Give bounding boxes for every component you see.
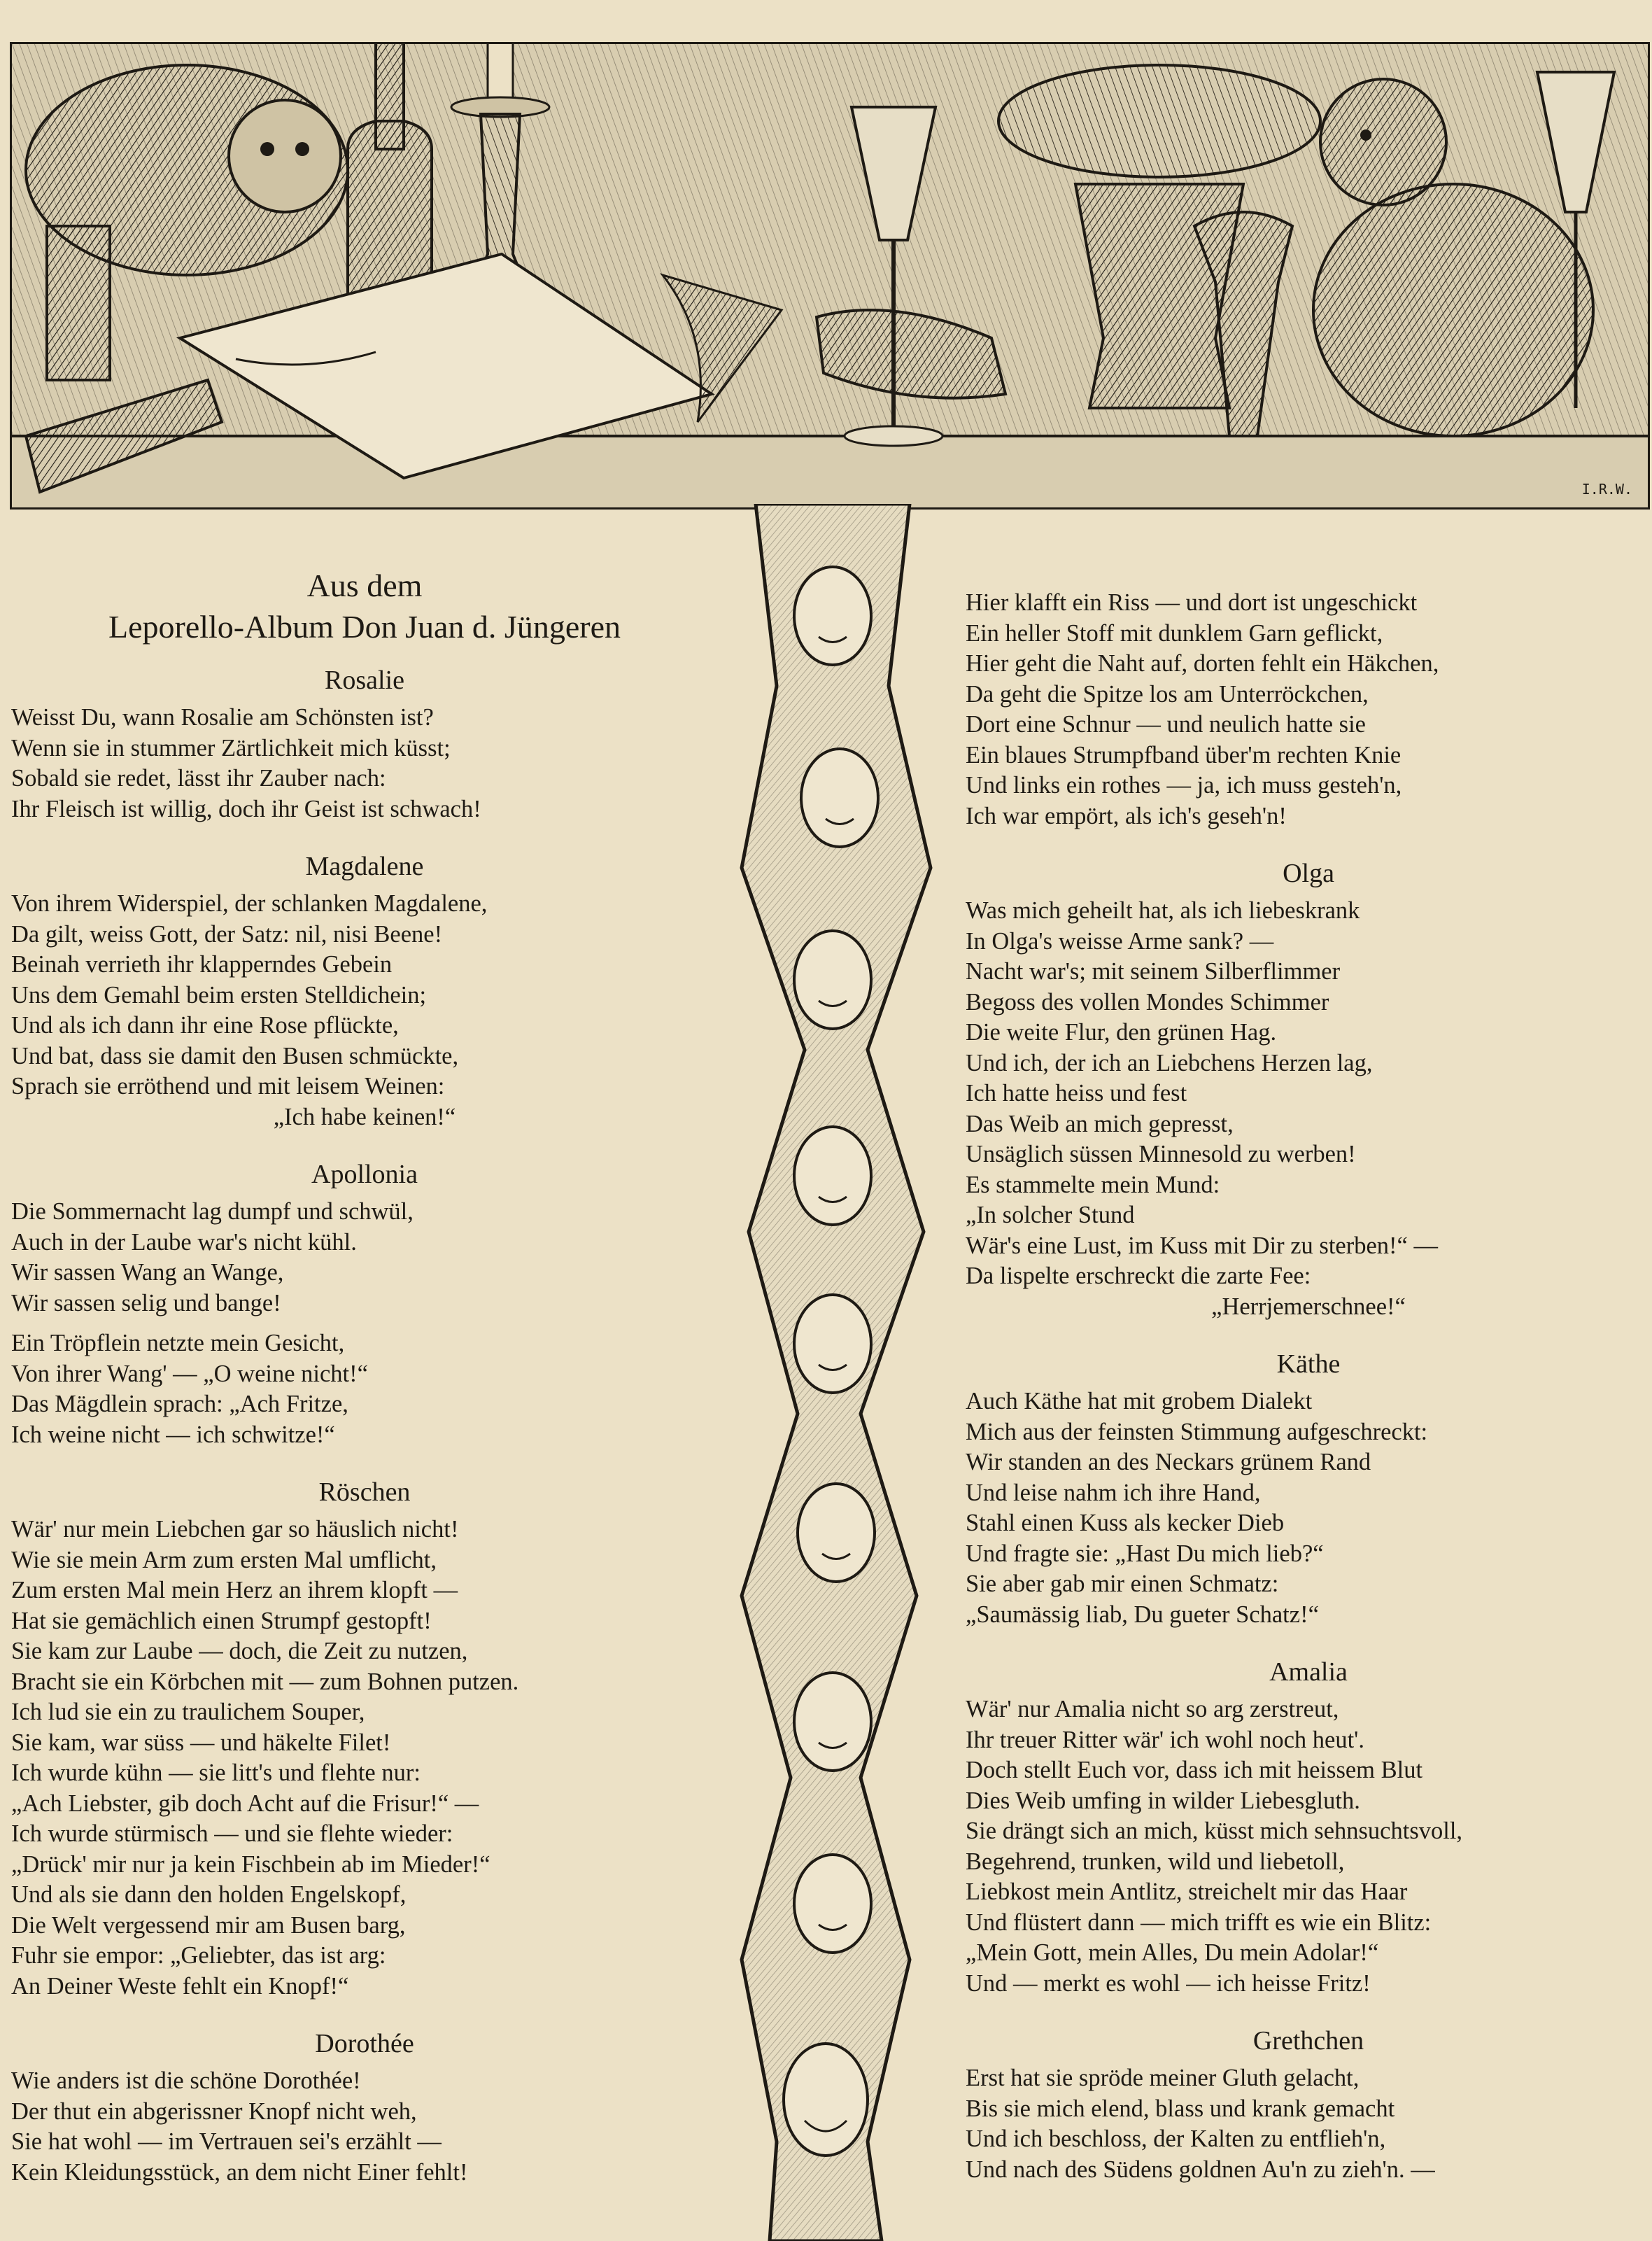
poem-line: „Mein Gott, mein Alles, Du mein Adolar!“ [966,1939,1379,1966]
poem-line: „Drück' mir nur ja kein Fischbein ab im Mieder!“ [11,1850,490,1878]
poem-heading: Röschen [318,1477,411,1507]
poem-heading: Käthe [1276,1349,1341,1379]
poem-heading: Apollonia [311,1160,418,1189]
poem-line: Und flüstert dann — mich trifft es wie ein Blitz: [966,1909,1432,1936]
poem-heading: Dorothée [315,2029,414,2058]
title-line-1: Aus dem [306,568,423,603]
right-column [966,588,1651,2209]
poem-line: Und — merkt es wohl — ich heisse Fritz! [966,1969,1371,1997]
poem-line: Ein blaues Strumpfband über'm rechten Knie [966,741,1402,768]
poem-line: Hat sie gemächlich einen Strumpf gestopft! [11,1607,432,1634]
poem-line: „Herrjemerschnee!“ [1211,1293,1406,1320]
poem-line: Hier klafft ein Riss — und dort ist ungeschickt [966,589,1418,616]
poem-line: Und ich beschloss, der Kalten zu entflieh'n, [966,2126,1386,2152]
poem-line: Mich aus der feinsten Stimmung aufgeschreckt: [966,1418,1428,1445]
poem-line: Die weite Flur, den grünen Hag. [966,1019,1277,1046]
poem-line: Sie drängt sich an mich, küsst mich sehnsuchtsvoll, [966,1818,1463,1844]
poem-roschen [11,1474,718,2002]
poem-line: Und als sie dann den holden Engelskopf, [11,1881,407,1908]
poem-line: Bis sie mich elend, blass und krank gemacht [966,2095,1395,2122]
artist-signature: I.R.W. [1581,481,1632,498]
poem-line: Sie hat wohl — im Vertrauen sei's erzählt — [11,2128,442,2155]
poem-line: Wär' nur Amalia nicht so arg zerstreut, [966,1696,1339,1722]
poem-line: Ein Tröpflein netzte mein Gesicht, [11,1330,345,1356]
poem-line: Sie aber gab mir einen Schmatz: [966,1571,1279,1597]
poem-line: Sprach sie erröthend und mit leisem Weinen: [11,1073,445,1100]
poem-amalia [966,1654,1651,1999]
poem-line: Wie anders ist die schöne Dorothée! [11,2067,361,2094]
poem-line: Kein Kleidungsstück, an dem nicht Einer fehlt! [11,2158,468,2186]
poem-line: Ein heller Stoff mit dunklem Garn geflickt, [966,619,1383,647]
still-life-illustration [10,42,1650,510]
poem-heading: Grethchen [1252,2026,1364,2056]
poem-grethchen [966,2023,1651,2185]
poem-apollonia [11,1156,718,1450]
poem-line: Und links ein rothes — ja, ich muss gesteh'n, [966,772,1402,799]
poem-line: Weisst Du, wann Rosalie am Schönsten ist? [11,704,434,731]
poem-line: Wir standen an des Neckars grünem Rand [966,1449,1371,1475]
poem-line: Zum ersten Mal mein Herz an ihrem klopft — [11,1577,458,1603]
poem-line: Begoss des vollen Mondes Schimmer [966,988,1329,1016]
poem-line: Von ihrem Widerspiel, der schlanken Magdalene, [11,890,488,917]
poem-line: Nacht war's; mit seinem Silberflimmer [966,958,1341,985]
poem-line: Das Weib an mich gepresst, [966,1110,1234,1137]
poem-line: Stahl einen Kuss als kecker Dieb [966,1510,1285,1536]
poem-line: „In solcher Stund [966,1202,1135,1228]
poem-line: Hier geht die Naht auf, dorten fehlt ein Häkchen, [966,650,1439,677]
poem-olga [966,855,1651,1322]
poem-line: Sie kam zur Laube — doch, die Zeit zu nutzen, [11,1638,468,1664]
poem-line: Ich lud sie ein zu traulichem Souper, [11,1699,365,1725]
poem-line: An Deiner Weste fehlt ein Knopf!“ [11,1972,349,2000]
poem-line: Es stammelte mein Mund: [966,1171,1220,1198]
poem-line: Von ihrer Wang' — „O weine nicht!“ [11,1360,368,1387]
poem-line: Wir sassen Wang an Wange, [11,1259,284,1286]
poem-continuation [966,588,1651,831]
leporello-strip [728,504,938,2241]
right-poems [966,855,1651,2185]
poem-line: Auch in der Laube war's nicht kühl. [11,1228,357,1256]
poem-line: Wär' nur mein Liebchen gar so häuslich nicht! [11,1516,459,1543]
poem-line: Erst hat sie spröde meiner Gluth gelacht, [966,2065,1360,2091]
poem-line: „Saumässig liab, Du gueter Schatz!“ [966,1601,1319,1628]
poem-line: Das Mägdlein sprach: „Ach Fritze, [11,1391,348,1417]
poem-line: Und leise nahm ich ihre Hand, [966,1479,1261,1506]
title-line-2: Leporello-Album Don Juan d. Jüngeren [108,609,621,645]
poem-line: Beinah verrieth ihr klapperndes Gebein [11,951,393,978]
poem-magdalene [11,848,718,1132]
poem-rosalie [11,662,718,824]
poem-line: Wir sassen selig und bange! [11,1289,281,1316]
left-column [11,565,718,2212]
poem-line: Sie kam, war süss — und häkelte Filet! [11,1729,391,1756]
poem-line: „Ich habe keinen!“ [273,1103,456,1130]
poem-heading: Amalia [1269,1657,1348,1687]
poem-line: Auch Käthe hat mit grobem Dialekt [966,1388,1313,1414]
poem-line: Und ich, der ich an Liebchens Herzen lag, [966,1049,1373,1076]
poem-line: Und bat, dass sie damit den Busen schmückte, [11,1042,459,1069]
poem-line: Ihr Fleisch ist willig, doch ihr Geist ist schwach! [11,795,481,822]
poem-line: Dort eine Schnur — und neulich hatte sie [966,711,1366,738]
poem-line: Die Welt vergessend mir am Busen barg, [11,1911,406,1939]
poem-dorothee [11,2025,718,2188]
poem-line: Die Sommernacht lag dumpf und schwül, [11,1198,414,1225]
poem-line: Sobald sie redet, lässt ihr Zauber nach: [11,765,386,792]
poem-heading: Olga [1283,859,1334,888]
left-poems [11,662,718,2188]
poem-line: Wär's eine Lust, im Kuss mit Dir zu sterben!“ — [966,1232,1438,1259]
poem-line: Und als ich dann ihr eine Rose pflückte, [11,1012,399,1039]
poem-line: Und nach des Südens goldnen Au'n zu zieh'n. — [966,2156,1435,2183]
poem-line: Doch stellt Euch vor, dass ich mit heissem Blut [966,1757,1423,1783]
article-title [11,565,718,648]
poem-line: Ihr treuer Ritter wär' ich wohl noch heut'. [966,1726,1364,1753]
poem-heading: Magdalene [305,852,424,881]
poem-line: Der thut ein abgerissner Knopf nicht weh, [11,2098,417,2125]
poem-line: Wenn sie in stummer Zärtlichkeit mich küsst; [11,734,451,761]
poem-line: Begehrend, trunken, wild und liebetoll, [966,1848,1345,1875]
poem-line: Bracht sie ein Körbchen mit — zum Bohnen putzen. [11,1668,519,1695]
poem-line: Ich wurde stürmisch — und sie flehte wieder: [11,1820,453,1847]
stanza-gap [11,1319,718,1328]
poem-line: Liebkost mein Antlitz, streichelt mir das Haar [966,1878,1408,1905]
poem-line: Ich war empört, als ich's geseh'n! [966,802,1287,829]
poem-line: Ich hatte heiss und fest [966,1080,1187,1107]
poem-line: Fuhr sie empor: „Geliebter, das ist arg: [11,1942,386,1969]
poem-heading: Rosalie [325,666,404,695]
still-life-engraving [12,44,1648,507]
poem-line: Dies Weib umfing in wilder Liebesgluth. [966,1787,1360,1814]
poem-line: „Ach Liebster, gib doch Acht auf die Frisur!“ — [11,1790,479,1817]
poem-line: Da gilt, weiss Gott, der Satz: nil, nisi Beene! [11,920,443,948]
poem-line: Da lispelte erschreckt die zarte Fee: [966,1263,1311,1289]
poem-line: Wie sie mein Arm zum ersten Mal umflicht, [11,1546,437,1573]
poem-line: Was mich geheilt hat, als ich liebeskrank [966,897,1360,924]
leporello-strip-illustration [728,504,938,2241]
poem-line: Ich wurde kühn — sie litt's und flehte nur: [11,1759,421,1786]
poem-line: Unsäglich süssen Minnesold zu werben! [966,1141,1356,1167]
poem-line: Da geht die Spitze los am Unterröckchen, [966,680,1369,708]
poem-line: Ich weine nicht — ich schwitze!“ [11,1421,335,1448]
poem-line: Uns dem Gemahl beim ersten Stelldichein; [11,981,427,1009]
poem-line: In Olga's weisse Arme sank? — [966,927,1274,955]
poem-kathe [966,1346,1651,1630]
poem-line: Und fragte sie: „Hast Du mich lieb?“ [966,1540,1324,1567]
